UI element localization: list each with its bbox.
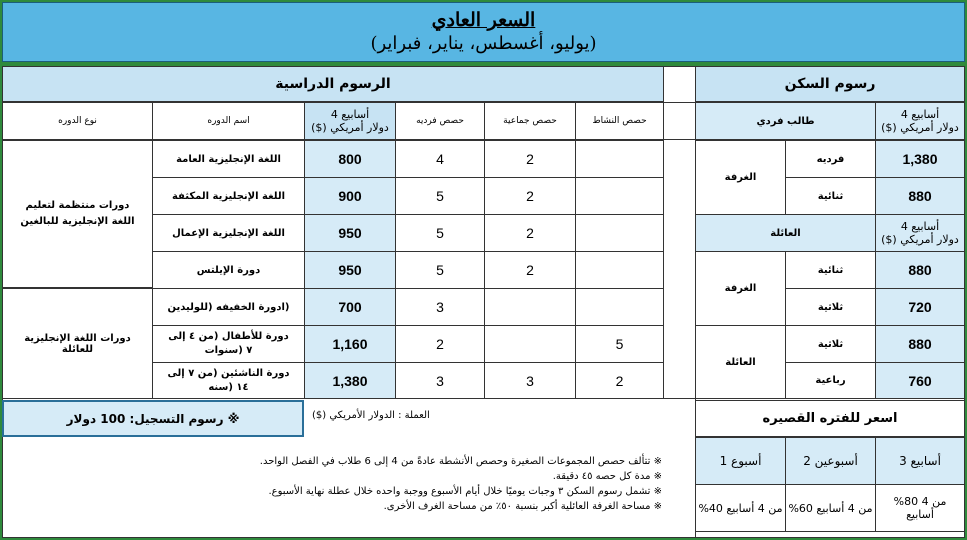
note-item: ※ تشمل رسوم السكن ٣ وجبات يوميًا خلال أيام الأسبوع ووجبة واحده خلال عطلة نهاية الأسبوع. — [268, 486, 662, 497]
col-course-name: اسم الدوره — [152, 102, 305, 140]
course-name: اللغة الإنجليزية الإعمال — [152, 214, 305, 252]
short-term-week: أسبوعين 2 — [785, 437, 876, 485]
col-currency-label: ($) دولار أمريكي — [311, 121, 389, 134]
housing-weeks4-label: أسابيع 4 — [900, 108, 940, 121]
col-weeks4-label: أسابيع 4 — [330, 108, 370, 121]
course-price: 900 — [304, 177, 396, 215]
housing-price: 880 — [875, 325, 965, 363]
course-price: 1,160 — [304, 325, 396, 363]
housing-room-type: ثلاثية — [785, 288, 876, 326]
currency-note: العملة : الدولار الأمريكي ($) — [312, 410, 430, 421]
col-course-type: نوع الدوره — [2, 102, 153, 140]
housing-price: 1,380 — [875, 140, 965, 178]
course-group — [484, 325, 576, 363]
col-group: حصص جماعية — [484, 102, 576, 140]
housing-room-type: فرديه — [785, 140, 876, 178]
course-group: 2 — [484, 214, 576, 252]
housing-room-type: ثنائية — [785, 177, 876, 215]
course-private: 2 — [395, 325, 485, 363]
course-activity — [575, 140, 664, 178]
housing-family-label: العائلة — [695, 325, 786, 399]
housing-price: 880 — [875, 177, 965, 215]
col-activity: حصص النشاط — [575, 102, 664, 140]
housing-currency-label: ($) دولار أمريكي — [881, 233, 959, 246]
col-weeks4 — [304, 102, 396, 140]
short-term-header: اسعر للفتره القصيره — [695, 400, 965, 437]
short-term-value: من 4 أسابيع 60% — [785, 484, 876, 532]
housing-price: 720 — [875, 288, 965, 326]
registration-fee: ※ رسوم التسجيل: 100 دولار — [2, 400, 304, 437]
course-price: 950 — [304, 251, 396, 289]
course-name: اللغة الإنجليزية المكثفة — [152, 177, 305, 215]
housing-weeks4-family — [875, 214, 965, 252]
tuition-header: الرسوم الدراسية — [2, 66, 664, 102]
course-activity — [575, 251, 664, 289]
course-price: 800 — [304, 140, 396, 178]
course-name: دورة للأطفال (من ٤ إلى ٧ (سنوات — [152, 325, 305, 363]
course-private: 3 — [395, 288, 485, 326]
course-activity — [575, 177, 664, 215]
housing-room-label: الغرفة — [695, 140, 786, 215]
housing-header: رسوم السكن — [695, 66, 965, 102]
short-term-week: أسبوع 1 — [695, 437, 786, 485]
housing-room-type: ثنائية — [785, 251, 876, 289]
course-private: 3 — [395, 362, 485, 399]
housing-individual-header: طالب فردي — [695, 102, 876, 140]
housing-price: 760 — [875, 362, 965, 399]
course-private: 5 — [395, 214, 485, 252]
group-adult-type: دورات منتظمة لتعليم اللغة الإنجليزية للبالغين — [2, 140, 153, 288]
housing-room-type: رباعية — [785, 362, 876, 399]
course-price: 950 — [304, 214, 396, 252]
title-banner — [2, 2, 965, 62]
course-price: 700 — [304, 288, 396, 326]
course-name: (ادورة الخفيفه (للوليدين — [152, 288, 305, 326]
note-item: ※ مساحة الغرفة العائلية أكبر بنسبة ٥٠٪ من مساحة الغرف الأخرى. — [383, 501, 662, 512]
course-private: 5 — [395, 177, 485, 215]
course-group: 2 — [484, 251, 576, 289]
course-private: 5 — [395, 251, 485, 289]
course-group: 2 — [484, 177, 576, 215]
housing-family-header: العائلة — [695, 214, 876, 252]
course-activity — [575, 214, 664, 252]
page-subtitle: (يوليو، أغسطس، يناير، فبراير) — [370, 33, 597, 54]
short-term-value: من 4 80% أسابيع — [875, 484, 965, 532]
course-name: دورة الإيلتس — [152, 251, 305, 289]
course-activity — [575, 288, 664, 326]
course-group: 3 — [484, 362, 576, 399]
short-term-value: من 4 أسابيع 40% — [695, 484, 786, 532]
housing-room-label: الغرفة — [695, 251, 786, 326]
housing-currency-label: ($) دولار أمريكي — [881, 121, 959, 134]
course-activity: 2 — [575, 362, 664, 399]
housing-room-type: ثلاثية — [785, 325, 876, 363]
course-group — [484, 288, 576, 326]
housing-price: 880 — [875, 251, 965, 289]
note-item: ※ مدة كل حصه ٤٥ دقيقة. — [552, 471, 662, 482]
course-name: اللغة الإنجليزية العامة — [152, 140, 305, 178]
course-private: 4 — [395, 140, 485, 178]
course-group: 2 — [484, 140, 576, 178]
course-name: دورة الناشئين (من ٧ إلى ١٤ (سنه — [152, 362, 305, 399]
gap-divider — [664, 102, 696, 140]
housing-weeks4-label: أسابيع 4 — [900, 220, 940, 233]
note-item: ※ تتألف حصص المجموعات الصغيرة وحصص الأنشطة عادةً من 4 إلى 6 طلاب في الفصل الواحد. — [259, 456, 662, 467]
group-family-type: دورات اللغة الإنجليزية للعائلة — [2, 288, 153, 399]
page-title: السعر العادي — [431, 9, 536, 31]
short-term-week: أسابيع 3 — [875, 437, 965, 485]
course-activity: 5 — [575, 325, 664, 363]
col-private: حصص فرديه — [395, 102, 485, 140]
course-price: 1,380 — [304, 362, 396, 399]
housing-weeks4 — [875, 102, 965, 140]
